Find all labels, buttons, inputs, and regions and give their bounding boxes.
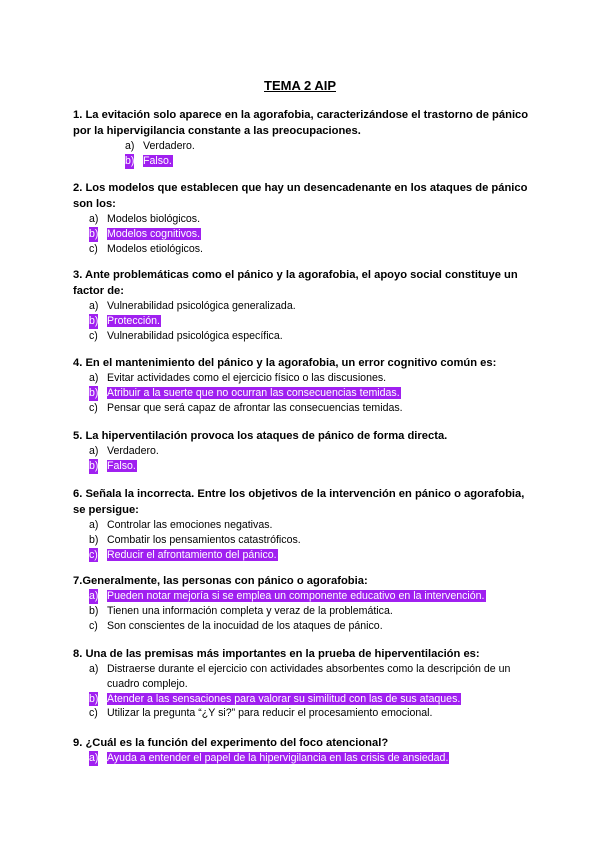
question-stem: 1. La evitación solo aparece en la agorafobia, caracterizándose el trastorno de pánico por la hipervigilancia constante a las preocupaciones. bbox=[73, 109, 529, 137]
option-a: a) Evitar actividades como el ejercicio físico o las discusiones. bbox=[89, 372, 387, 384]
question-8 bbox=[73, 646, 533, 721]
option-b-highlighted: b) Falso. bbox=[125, 154, 172, 167]
question-4 bbox=[73, 355, 533, 415]
question-stem: 9. ¿Cuál es la función del experimento del foco atencional? bbox=[73, 737, 389, 749]
question-stem: 2. Los modelos que establecen que hay un desencadenante en los ataques de pánico son los: bbox=[73, 182, 528, 210]
option-a: a) Verdadero. bbox=[89, 445, 159, 457]
option-c: c) Modelos etiológicos. bbox=[89, 242, 203, 255]
option-b: b) Tienen una información completa y veraz de la problemática. bbox=[89, 604, 393, 617]
question-stem: 5. La hiperventilación provoca los ataques de pánico de forma directa. bbox=[73, 430, 448, 442]
question-stem: 3. Ante problemáticas como el pánico y la agorafobia, el apoyo social constituye un factor de: bbox=[73, 269, 518, 297]
option-a-highlighted: a) Ayuda a entender el papel de la hipervigilancia en las crisis de ansiedad. bbox=[89, 752, 449, 764]
option-a-highlighted: a) Pueden notar mejoría si se emplea un componente educativo en la intervención. bbox=[89, 590, 485, 602]
option-c: c) Son conscientes de la inocuidad de los ataques de pánico. bbox=[89, 619, 383, 632]
question-2 bbox=[73, 180, 533, 256]
question-stem: 6. Señala la incorrecta. Entre los objetivos de la intervención en pánico o agorafobia, se persigue: bbox=[73, 488, 525, 516]
option-b-highlighted: b) Atribuir a la suerte que no ocurran las consecuencias temidas. bbox=[89, 386, 400, 399]
option-b: b) Combatir los pensamientos catastróficos. bbox=[89, 533, 301, 546]
document-title: TEMA 2 AIP bbox=[264, 78, 336, 93]
option-a: a) Verdadero. bbox=[125, 140, 195, 152]
option-c: c) Pensar que será capaz de afrontar las consecuencias temidas. bbox=[89, 401, 403, 414]
option-b-highlighted: b) Modelos cognitivos. bbox=[89, 227, 201, 240]
option-b-highlighted: b) Atender a las sensaciones para valorar su similitud con las de sus ataques. bbox=[89, 692, 461, 705]
option-a: a) Modelos biológicos. bbox=[89, 213, 201, 225]
question-stem: 8. Una de las premisas más importantes en la prueba de hiperventilación es: bbox=[73, 648, 480, 660]
question-6 bbox=[73, 486, 533, 562]
option-b-highlighted: b) Falso. bbox=[89, 459, 136, 472]
question-stem: 7.Generalmente, las personas con pánico o agorafobia: bbox=[73, 575, 368, 587]
question-7 bbox=[73, 573, 533, 633]
option-b-highlighted: b) Protección. bbox=[89, 314, 160, 327]
question-1 bbox=[73, 107, 533, 169]
option-c: c) Utilizar la pregunta “¿Y si?” para reducir el procesamiento emocional. bbox=[89, 707, 433, 720]
question-3 bbox=[73, 267, 533, 343]
question-5 bbox=[73, 428, 533, 474]
question-9 bbox=[73, 735, 533, 766]
option-c-highlighted: c) Reducir el afrontamiento del pánico. bbox=[89, 548, 277, 561]
option-c: c) Vulnerabilidad psicológica específica. bbox=[89, 329, 283, 342]
option-a: a) Controlar las emociones negativas. bbox=[89, 519, 273, 531]
question-stem: 4. En el mantenimiento del pánico y la agorafobia, un error cognitivo común es: bbox=[73, 357, 497, 369]
option-a: a) Distraerse durante el ejercicio con actividades absorbentes como la descripción de un cuadro complejo. bbox=[89, 663, 511, 690]
option-a: a) Vulnerabilidad psicológica generalizada. bbox=[89, 300, 296, 312]
